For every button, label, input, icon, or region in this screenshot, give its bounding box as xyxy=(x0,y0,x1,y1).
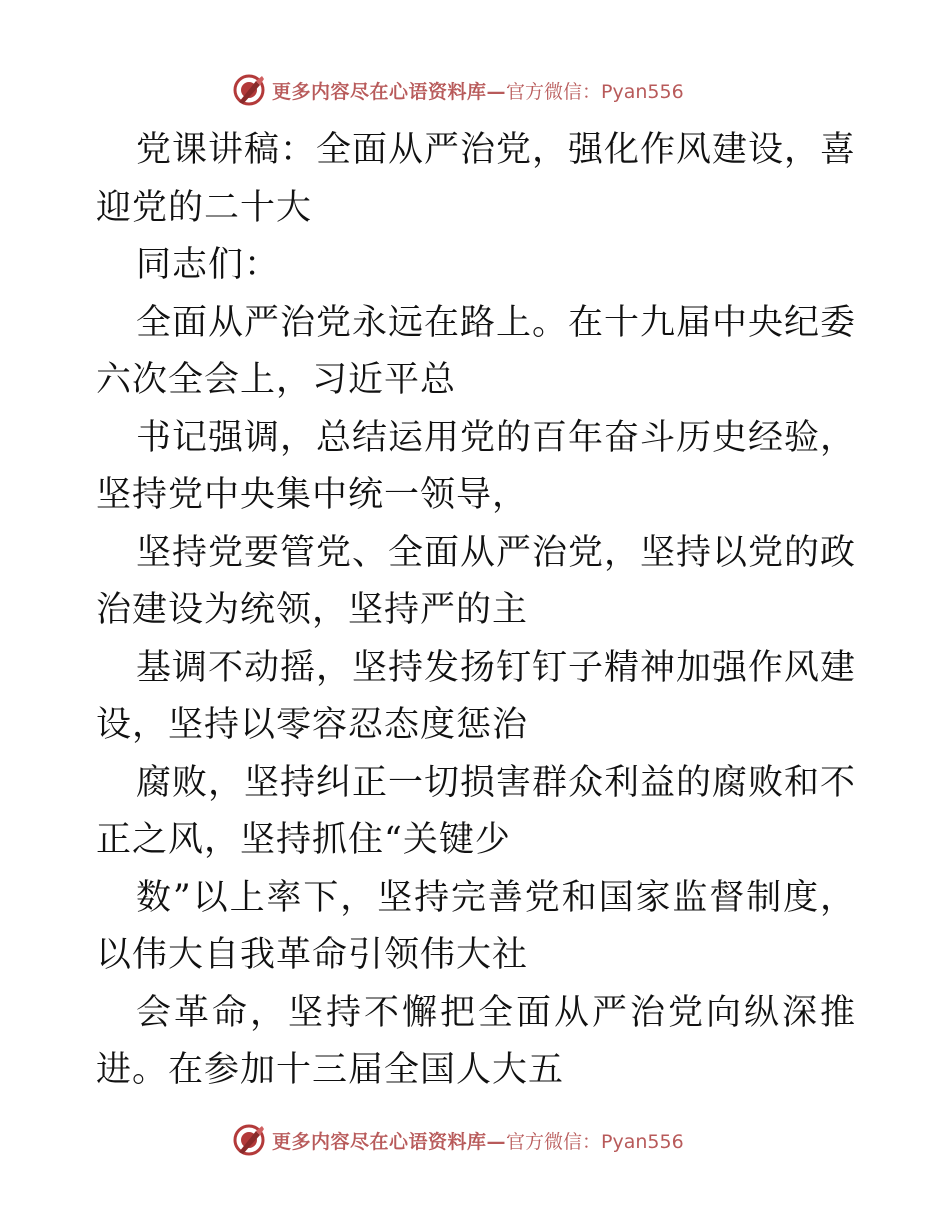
body-paragraph: 数”以上率下，坚持完善党和国家监督制度，以伟大自我革命引领伟大社 xyxy=(96,877,856,975)
body-paragraph: 会革命，坚持不懈把全面从严治党向纵深推进。在参加十三届全国人大五 xyxy=(96,992,856,1090)
footer-watermark xyxy=(232,1122,684,1158)
body-paragraph: 坚持党要管党、全面从严治党，坚持以党的政治建设为统领，坚持严的主 xyxy=(96,532,857,630)
header-watermark xyxy=(232,72,684,108)
pen-logo-icon xyxy=(232,73,266,107)
pen-logo-icon xyxy=(232,1123,266,1157)
body-paragraph: 书记强调，总结运用党的百年奋斗历史经验，坚持党中央集中统一领导， xyxy=(96,417,857,515)
body-paragraph: 腐败，坚持纠正一切损害群众利益的腐败和不正之风，坚持抓住“关键少 xyxy=(96,762,857,860)
document-title: 党课讲稿：全面从严治党，强化作风建设，喜迎党的二十大 xyxy=(96,130,857,228)
watermark-wechat-text: 官方微信：Pyan556 xyxy=(506,1130,684,1153)
watermark-wechat-text: 官方微信：Pyan556 xyxy=(506,80,684,103)
watermark-site-text: 更多内容尽在心语资料库— xyxy=(272,1130,507,1153)
watermark-site-text: 更多内容尽在心语资料库— xyxy=(272,80,507,103)
body-paragraph: 基调不动摇，坚持发扬钉钉子精神加强作风建设，坚持以零容忍态度惩治 xyxy=(96,647,857,745)
document-body xyxy=(96,122,856,1100)
salutation: 同志们： xyxy=(136,245,281,285)
body-paragraph: 全面从严治党永远在路上。在十九届中央纪委六次全会上，习近平总 xyxy=(96,302,857,400)
